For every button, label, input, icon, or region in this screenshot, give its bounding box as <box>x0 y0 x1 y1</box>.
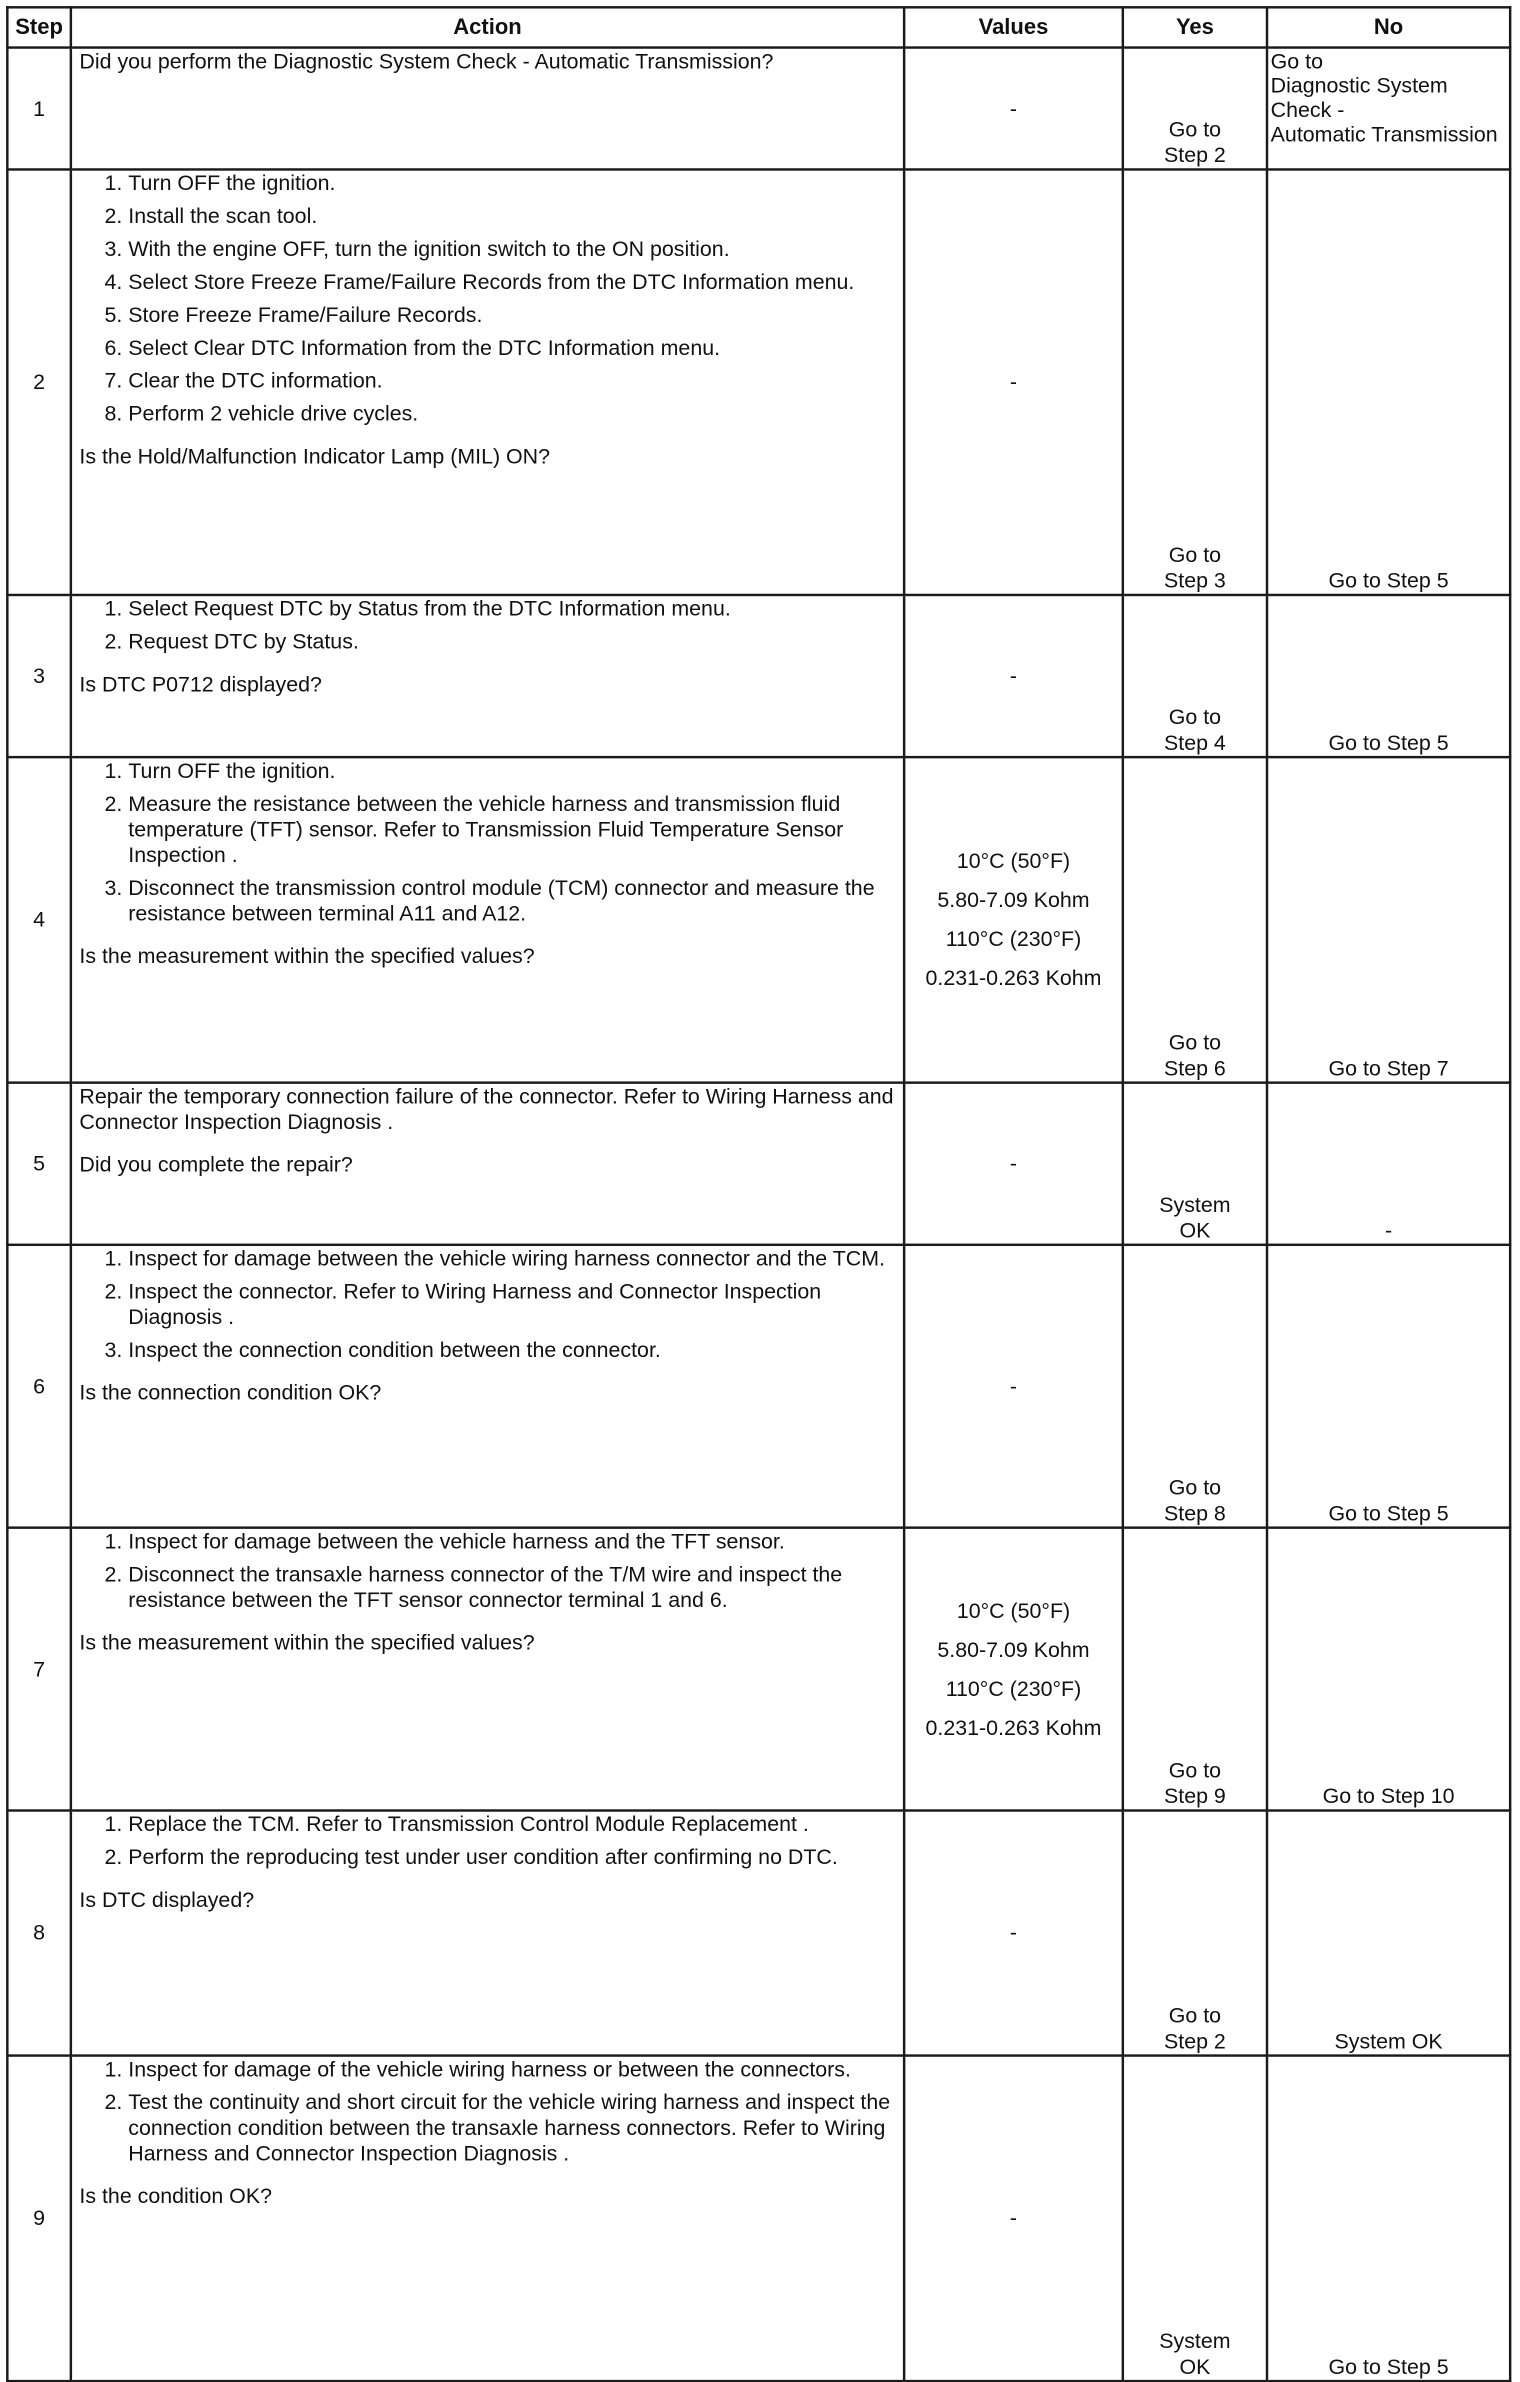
yes-action-text: OK <box>1179 1217 1211 1243</box>
yes-action-text: Step 8 <box>1163 1500 1226 1526</box>
values-cell <box>904 757 1123 1083</box>
header-step: Step <box>7 7 71 47</box>
check-question: Is the measurement within the specified values? <box>79 943 535 969</box>
procedure-item: 2. Perform the reproducing test under user condition after confirming no DTC. <box>128 1845 895 1871</box>
procedure-item: 3. With the engine OFF, turn the ignition switch to the ON position. <box>128 237 895 263</box>
procedure-list <box>79 2057 895 2167</box>
yes-cell <box>1123 1528 1267 1811</box>
spec-value: - <box>1009 1150 1018 1176</box>
no-cell <box>1267 1811 1510 2056</box>
yes-cell <box>1123 1245 1267 1528</box>
no-action-text: Go to Step 5 <box>1328 730 1449 755</box>
action-cell <box>71 757 904 1083</box>
spec-value: - <box>1009 2205 1018 2230</box>
yes-action-text: Go to <box>1168 1030 1222 1055</box>
no-cell <box>1267 1528 1510 1811</box>
no-action-text: - <box>1385 1217 1393 1243</box>
no-cell <box>1267 1245 1510 1528</box>
procedure-item: 2. Install the scan tool. <box>128 204 895 230</box>
action-cell <box>71 595 904 757</box>
no-action-text: Automatic Transmission <box>1270 121 1498 147</box>
procedure-item: 1. Inspect for damage of the vehicle wiring harness or between the connectors. <box>128 2057 895 2083</box>
spec-value: 110°C (230°F) <box>945 926 1082 951</box>
procedure-list <box>79 1529 895 1613</box>
step-row <box>7 2056 1510 2382</box>
procedure-list <box>79 596 895 655</box>
yes-action-text: Go to <box>1168 704 1222 730</box>
step-number: 1 <box>7 48 71 170</box>
procedure-item: 2. Disconnect the transaxle harness connector of the T/M wire and inspect the resistance between the TFT sensor connector terminal 1 and 6. <box>128 1562 895 1613</box>
check-question: Is the measurement within the specified values? <box>79 1630 535 1655</box>
check-question: Is DTC P0712 displayed? <box>79 671 322 697</box>
step-row <box>7 1811 1510 2056</box>
check-question: Did you complete the repair? <box>79 1152 353 1177</box>
step-row <box>7 595 1510 757</box>
yes-action-text: System <box>1159 2328 1231 2354</box>
procedure-item: 1. Inspect for damage between the vehicle wiring harness connector and the TCM. <box>128 1246 895 1272</box>
procedure-item: 6. Select Clear DTC Information from the DTC Information menu. <box>128 335 895 361</box>
action-cell <box>71 1245 904 1528</box>
step-row <box>7 1528 1510 1811</box>
action-cell <box>71 2056 904 2382</box>
step-row <box>7 169 1510 595</box>
no-action-text: Go to <box>1270 48 1323 74</box>
step-number: 5 <box>7 1083 71 1245</box>
procedure-item: 7. Clear the DTC information. <box>128 368 895 394</box>
spec-value: - <box>1009 1373 1018 1398</box>
values-cell <box>904 1811 1123 2056</box>
yes-action-text: Step 2 <box>1163 2028 1226 2054</box>
yes-cell <box>1123 2056 1267 2382</box>
action-cell <box>71 169 904 595</box>
spec-value: 10°C (50°F) <box>956 848 1071 873</box>
values-cell <box>904 1528 1123 1811</box>
spec-value: - <box>1009 1920 1018 1945</box>
no-action-text: Go to Step 5 <box>1328 1500 1449 1526</box>
spec-value: - <box>1009 663 1018 688</box>
yes-action-text: Go to <box>1168 542 1222 567</box>
values-cell <box>904 48 1123 170</box>
procedure-list <box>79 1812 895 1871</box>
header-yes: Yes <box>1123 7 1267 47</box>
values-cell <box>904 169 1123 595</box>
spec-value: 0.231-0.263 Kohm <box>925 965 1102 990</box>
header-action: Action <box>71 7 904 47</box>
spec-value: 110°C (230°F) <box>945 1675 1082 1701</box>
no-action-text: Check - <box>1270 97 1345 122</box>
check-question: Is DTC displayed? <box>79 1887 255 1912</box>
yes-action-text: Step 9 <box>1163 1783 1226 1809</box>
check-question: Is the Hold/Malfunction Indicator Lamp (MIL) ON? <box>79 443 551 469</box>
procedure-item: 3. Inspect the connection condition between the connector. <box>128 1337 895 1363</box>
spec-value: 5.80-7.09 Kohm <box>937 1636 1090 1662</box>
action-text: Repair the temporary connection failure of the connector. Refer to Wiring Harness and Connector Inspection Diagnosis . <box>79 1083 894 1134</box>
procedure-item: 3. Disconnect the transmission control module (TCM) connector and measure the resistance between terminal A11 and A12. <box>128 875 895 926</box>
no-action-text: Go to Step 5 <box>1328 568 1449 593</box>
yes-cell <box>1123 1083 1267 1245</box>
step-number: 9 <box>7 2056 71 2382</box>
procedure-item: 2. Test the continuity and short circuit for the vehicle wiring harness and inspect the connection condition between the transaxle harness connectors. Refer to Wiring Harness and Connector Inspection Diagnosis . <box>128 2090 895 2167</box>
action-text: Did you perform the Diagnostic System Check - Automatic Transmission? <box>79 48 774 74</box>
yes-cell <box>1123 1811 1267 2056</box>
yes-cell <box>1123 595 1267 757</box>
step-row <box>7 1083 1510 1245</box>
no-action-text: Go to Step 10 <box>1322 1783 1455 1809</box>
yes-action-text: Go to <box>1168 1475 1222 1500</box>
step-number: 6 <box>7 1245 71 1528</box>
procedure-item: 5. Store Freeze Frame/Failure Records. <box>128 302 895 328</box>
step-number: 8 <box>7 1811 71 2056</box>
procedure-list <box>79 758 895 926</box>
procedure-list <box>79 171 895 427</box>
procedure-item: 2. Inspect the connector. Refer to Wiring Harness and Connector Inspection Diagnosis . <box>128 1279 895 1330</box>
step-row <box>7 757 1510 1083</box>
values-cell <box>904 595 1123 757</box>
procedure-item: 2. Request DTC by Status. <box>128 629 895 655</box>
step-number: 4 <box>7 757 71 1083</box>
yes-cell <box>1123 757 1267 1083</box>
yes-action-text: OK <box>1179 2354 1211 2379</box>
yes-action-text: Step 3 <box>1163 568 1226 593</box>
action-cell <box>71 48 904 170</box>
no-cell <box>1267 757 1510 1083</box>
values-cell <box>904 2056 1123 2382</box>
yes-action-text: Go to <box>1168 2003 1222 2028</box>
procedure-item: 1. Turn OFF the ignition. <box>128 758 895 784</box>
step-number: 7 <box>7 1528 71 1811</box>
no-cell <box>1267 1083 1510 1245</box>
no-cell <box>1267 48 1510 170</box>
values-cell <box>904 1245 1123 1528</box>
yes-cell <box>1123 169 1267 595</box>
no-cell <box>1267 169 1510 595</box>
yes-cell <box>1123 48 1267 170</box>
spec-value: - <box>1009 95 1018 121</box>
yes-action-text: System <box>1159 1192 1231 1217</box>
diagnostic-table <box>6 6 1511 2382</box>
spec-value: 0.231-0.263 Kohm <box>925 1714 1102 1740</box>
procedure-item: 1. Select Request DTC by Status from the DTC Information menu. <box>128 596 895 622</box>
header-values: Values <box>904 7 1123 47</box>
action-cell <box>71 1083 904 1245</box>
step-number: 3 <box>7 595 71 757</box>
procedure-list <box>79 1246 895 1363</box>
spec-value: - <box>1009 369 1018 394</box>
step-number: 2 <box>7 169 71 595</box>
procedure-item: 4. Select Store Freeze Frame/Failure Records from the DTC Information menu. <box>128 269 895 295</box>
procedure-item: 1. Turn OFF the ignition. <box>128 171 895 197</box>
yes-action-text: Step 4 <box>1163 730 1226 755</box>
header-no: No <box>1267 7 1510 47</box>
header-row <box>7 7 1510 47</box>
no-action-text: System OK <box>1334 2028 1443 2054</box>
step-row <box>7 48 1510 170</box>
action-cell <box>71 1811 904 2056</box>
procedure-item: 1. Inspect for damage between the vehicle harness and the TFT sensor. <box>128 1529 895 1555</box>
yes-action-text: Go to <box>1168 117 1222 142</box>
step-row <box>7 1245 1510 1528</box>
no-action-text: Go to Step 5 <box>1328 2354 1449 2379</box>
spec-value: 5.80-7.09 Kohm <box>937 887 1090 912</box>
no-cell <box>1267 2056 1510 2382</box>
procedure-item: 8. Perform 2 vehicle drive cycles. <box>128 401 895 427</box>
check-question: Is the condition OK? <box>79 2183 272 2208</box>
yes-action-text: Step 6 <box>1163 1055 1226 1081</box>
values-cell <box>904 1083 1123 1245</box>
action-cell <box>71 1528 904 1811</box>
spec-value: 10°C (50°F) <box>956 1597 1071 1623</box>
yes-action-text: Go to <box>1168 1758 1222 1783</box>
yes-action-text: Step 2 <box>1163 142 1226 168</box>
check-question: Is the connection condition OK? <box>79 1380 382 1405</box>
procedure-item: 2. Measure the resistance between the vehicle harness and transmission fluid temperature (TFT) sensor. Refer to Transmission Fluid Temperature Sensor Inspection . <box>128 791 895 868</box>
no-action-text: Diagnostic System <box>1270 73 1448 98</box>
procedure-item: 1. Replace the TCM. Refer to Transmission Control Module Replacement . <box>128 1812 895 1838</box>
no-action-text: Go to Step 7 <box>1328 1055 1449 1081</box>
no-cell <box>1267 595 1510 757</box>
